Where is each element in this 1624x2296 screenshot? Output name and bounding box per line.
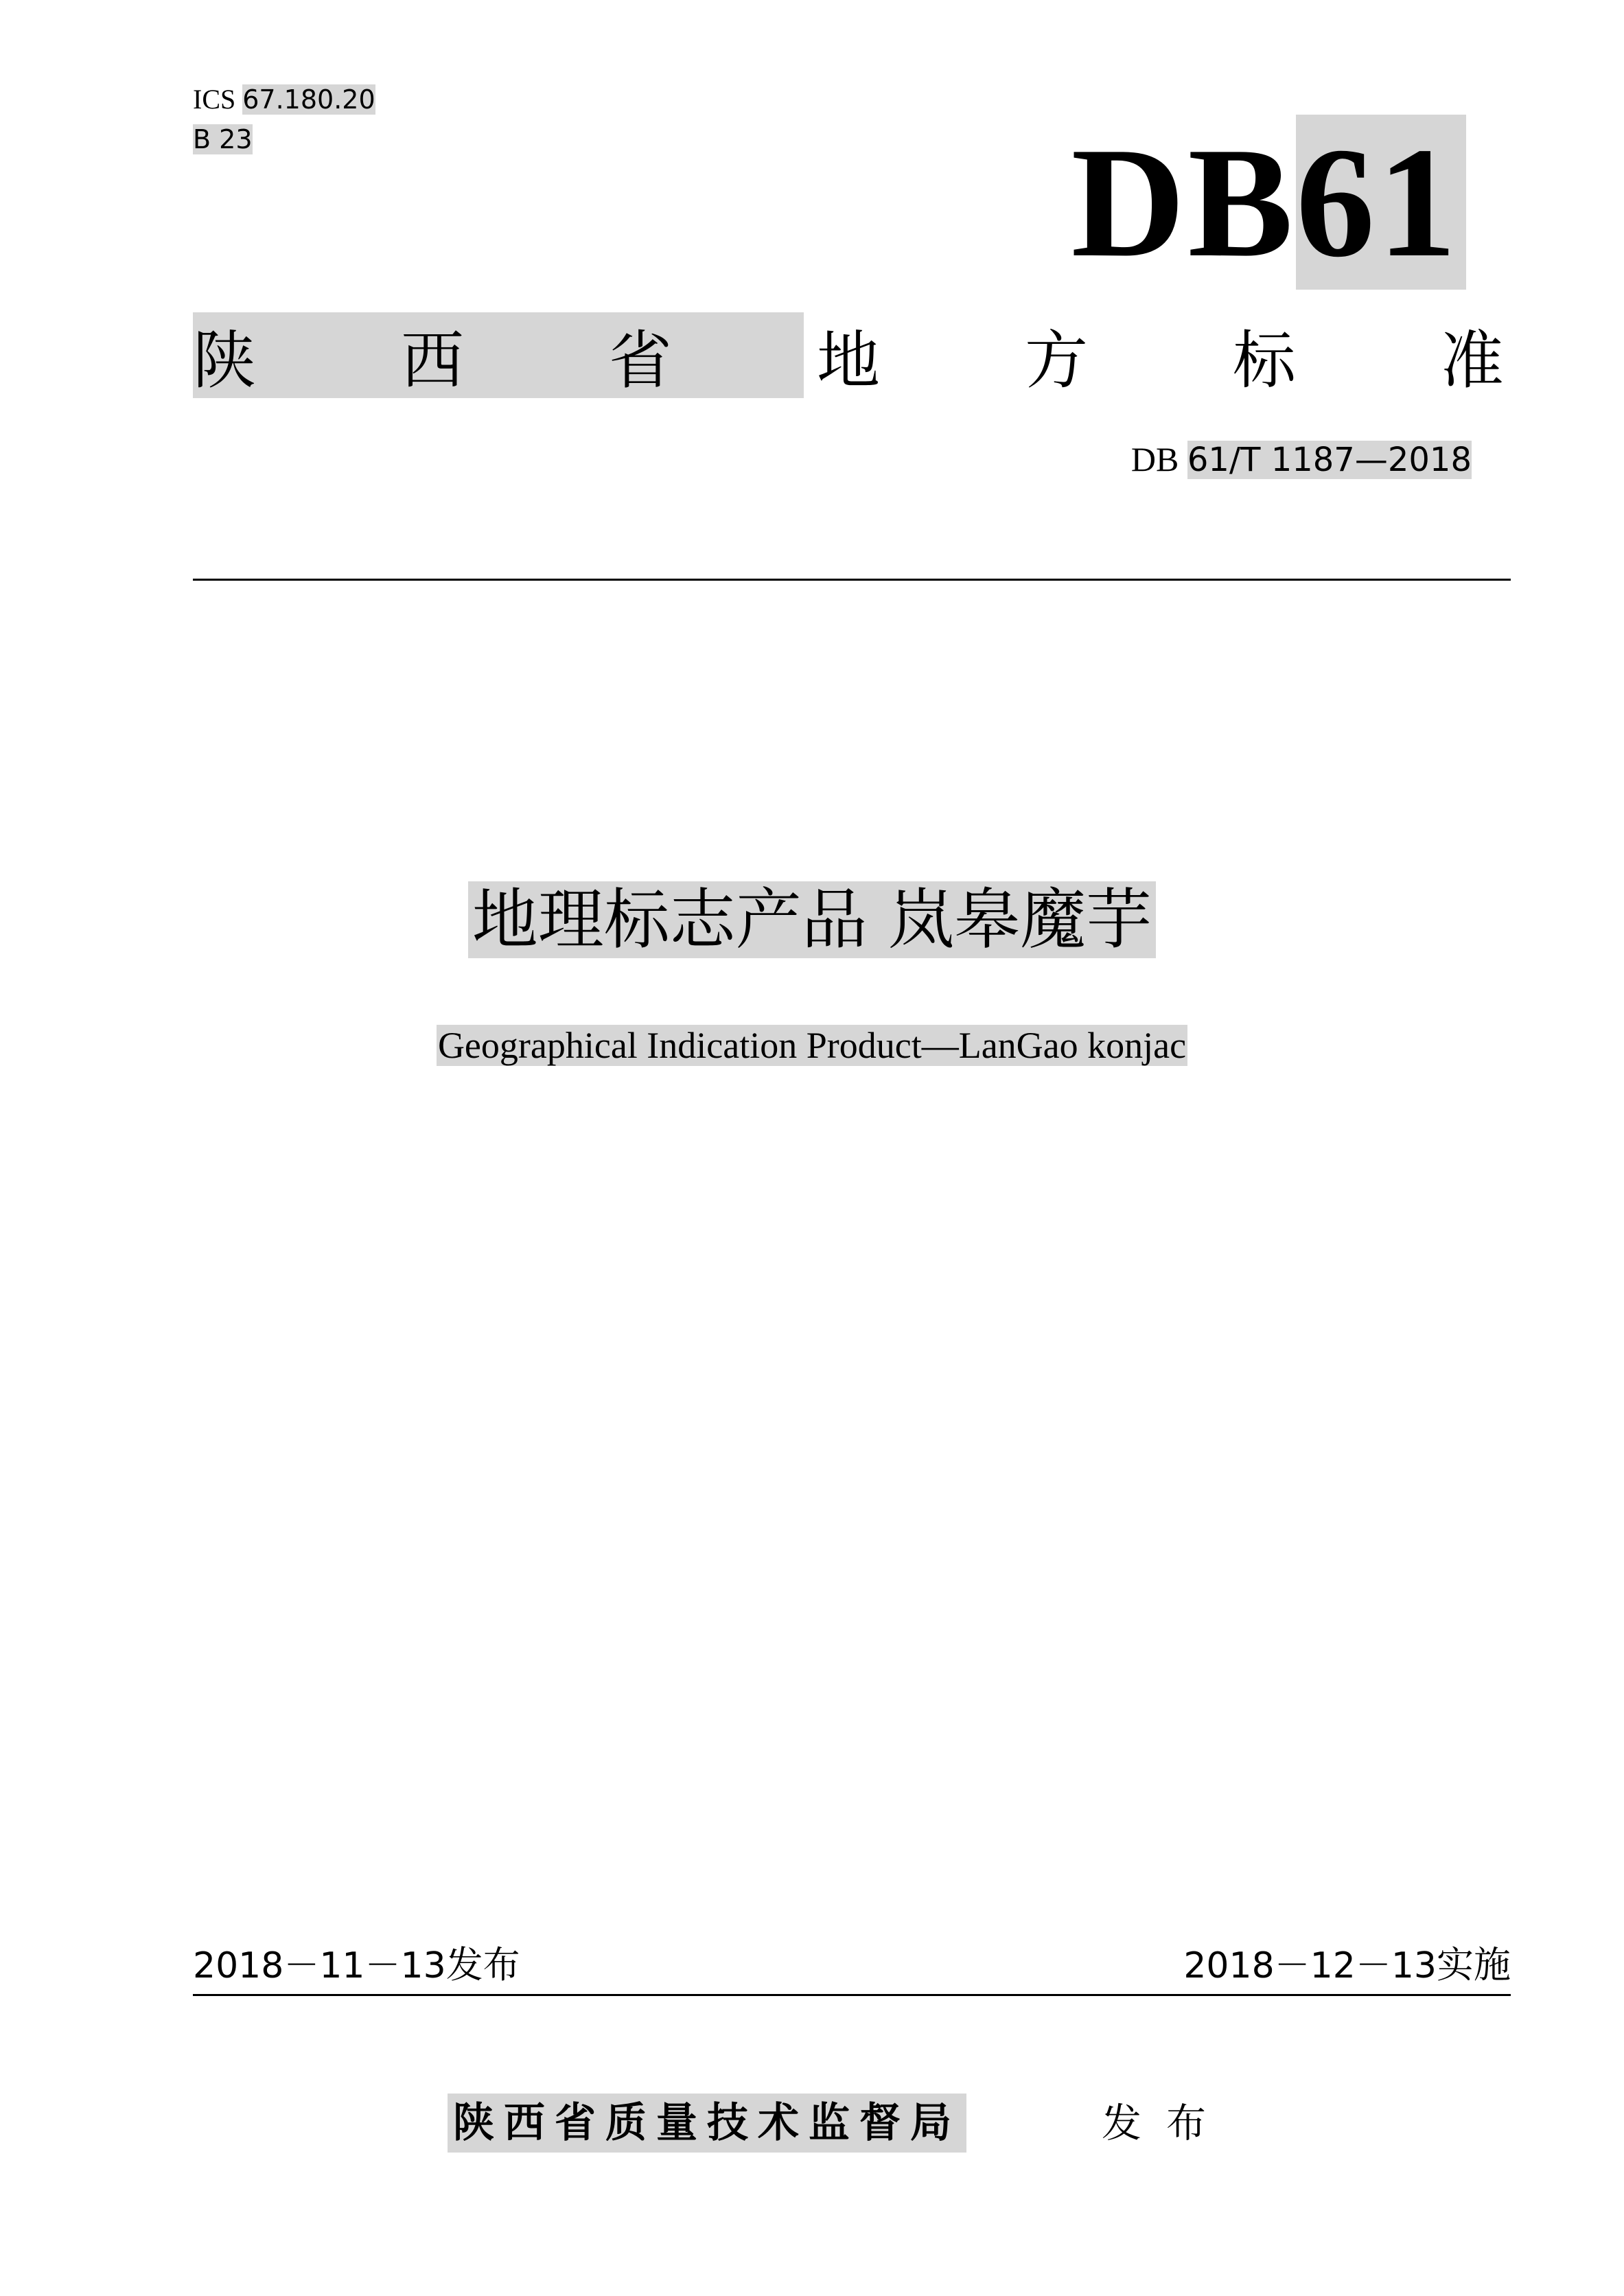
standard-type-char: 西	[400, 323, 464, 397]
standard-mark-prefix: DB	[1071, 115, 1296, 290]
document-number-code: 61/T 1187—2018	[1187, 441, 1472, 479]
publish-date-value: 2018－11－13	[193, 1945, 446, 1986]
issuer-name: 陕西省质量技术监督局	[448, 2094, 966, 2153]
classification-block	[193, 80, 375, 159]
standard-mark-region-code: 61	[1296, 115, 1466, 290]
standard-type-char: 地	[816, 323, 880, 397]
publish-date	[193, 1941, 520, 1990]
document-title	[0, 875, 1624, 964]
standard-type-char: 陕	[193, 323, 257, 397]
ccs-line	[193, 119, 375, 159]
standard-type-title	[193, 312, 1504, 398]
document-title-chinese: 地理标志产品 岚皋魔芋	[468, 881, 1157, 958]
implement-date-value: 2018－12－13	[1183, 1945, 1437, 1986]
ccs-code: B 23	[193, 124, 253, 154]
document-title-english: Geographical Indication Product—LanGao konjac	[437, 1025, 1187, 1066]
publish-date-label: 发布	[445, 1943, 520, 1986]
implement-date-label: 实施	[1437, 1943, 1511, 1986]
ics-label: ICS	[193, 84, 236, 115]
ics-line	[193, 80, 375, 119]
standard-type-char: 方	[1024, 323, 1088, 397]
implement-date	[1183, 1941, 1511, 1990]
document-subtitle	[0, 1021, 1624, 1069]
document-number	[1131, 439, 1472, 479]
ics-code: 67.180.20	[242, 84, 375, 115]
standard-type-char: 省	[608, 323, 672, 397]
standard-type-char: 准	[1440, 323, 1504, 397]
top-divider	[193, 579, 1511, 581]
bottom-divider	[193, 1994, 1511, 1996]
standard-mark	[1071, 115, 1466, 290]
standard-type-char: 标	[1232, 323, 1296, 397]
issuer-action: 发布	[1102, 2100, 1231, 2146]
standard-type-highlight	[193, 312, 804, 398]
document-number-prefix: DB	[1130, 440, 1179, 478]
